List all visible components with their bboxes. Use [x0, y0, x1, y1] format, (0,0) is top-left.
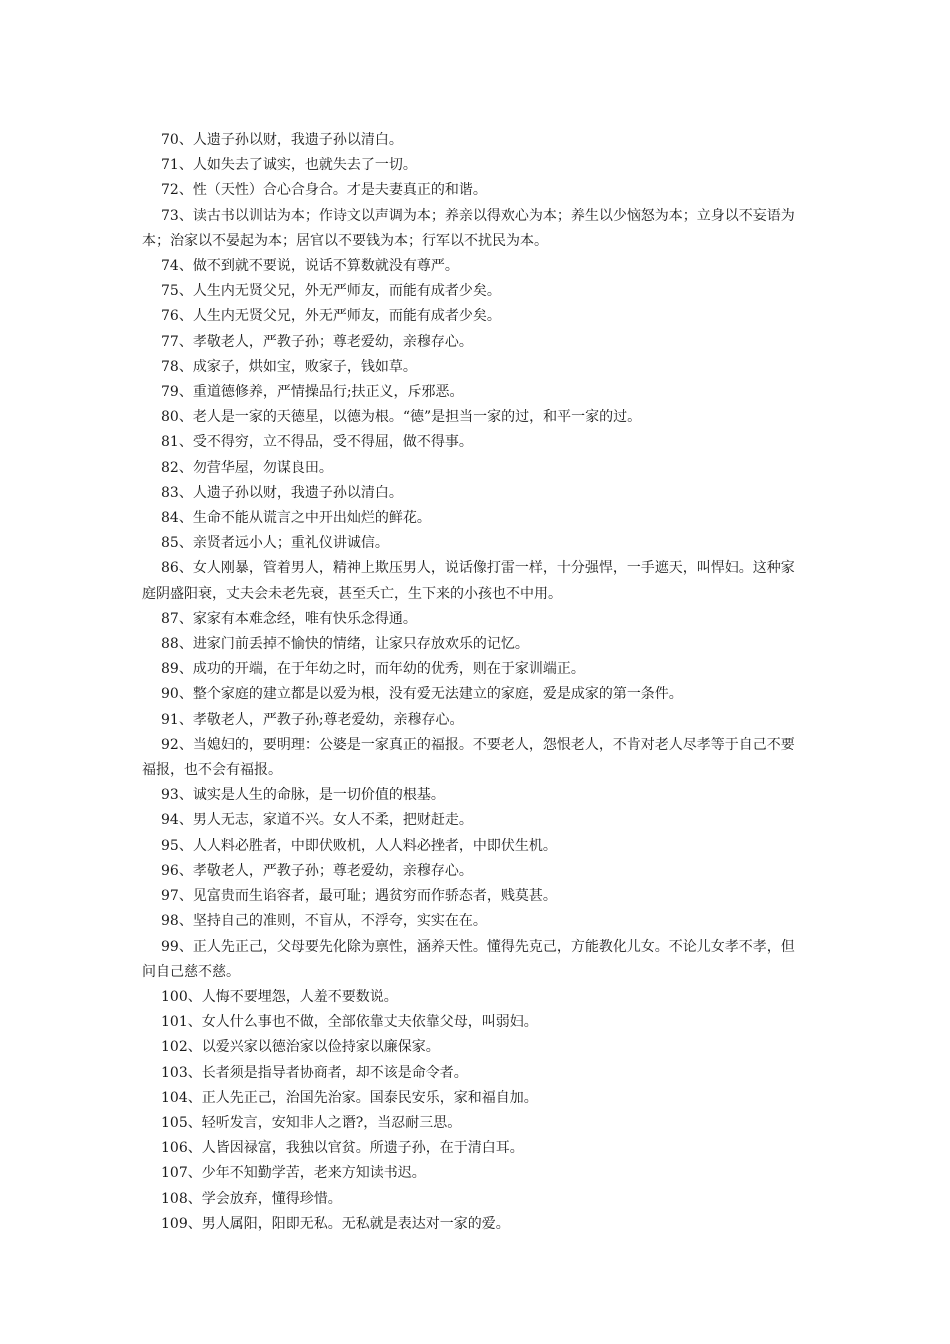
entry-71: 71、人如失去了诚实，也就失去了一切。 — [161, 157, 417, 174]
entry-79: 79、重道德修养，严情操品行;扶正义，斥邪恶。 — [161, 384, 464, 401]
entry-108: 108、学会放弃，懂得珍惜。 — [161, 1190, 342, 1207]
entry-100: 100、人悔不要埋怨，人羞不要数说。 — [161, 988, 398, 1005]
document-body — [142, 128, 802, 1237]
entry-101: 101、女人什么事也不做，全部依靠丈夫依靠父母，叫弱妇。 — [161, 1014, 538, 1031]
entry-106: 106、人皆因禄富，我独以官贫。所遗子孙，在于清白耳。 — [161, 1140, 524, 1157]
entry-84: 84、生命不能从谎言之中开出灿烂的鲜花。 — [161, 510, 431, 527]
entry-83: 83、人遗子孙以财，我遗子孙以清白。 — [161, 484, 403, 501]
entry-75: 75、人生内无贤父兄，外无严师友，而能有成者少矣。 — [161, 283, 501, 300]
entry-95: 95、人人料必胜者，中即伏败机，人人料必挫者，中即伏生机。 — [161, 837, 557, 854]
entry-107: 107、少年不知勤学苦，老来方知读书迟。 — [161, 1165, 426, 1182]
entry-82: 82、勿营华屋，勿谋良田。 — [161, 459, 333, 476]
entry-80: 80、老人是一家的天德星，以德为根。“德”是担当一家的过，和平一家的过。 — [161, 409, 642, 426]
entry-102: 102、以爱兴家以德治家以俭持家以廉保家。 — [161, 1039, 440, 1056]
entry-103: 103、长者须是指导者协商者，却不该是命令者。 — [161, 1064, 468, 1081]
entry-88: 88、进家门前丢掉不愉快的情绪，让家只存放欢乐的记忆。 — [161, 636, 529, 653]
entry-104: 104、正人先正己，治国先治家。国泰民安乐，家和福自加。 — [161, 1089, 538, 1106]
entry-86: 86、女人刚暴，管着男人，精神上欺压男人，说话像打雷一样，十分强悍，一手遮天，叫悍妇。这种家庭阴盛阳衰，丈夫会未老先衰，甚至夭亡，生下来的小孩也不中用。 — [142, 560, 795, 602]
entry-73: 73、读古书以训诂为本；作诗文以声调为本；养亲以得欢心为本；养生以少恼怒为本；立身以不妄语为本；治家以不晏起为本；居官以不要钱为本；行军以不扰民为本。 — [142, 207, 795, 249]
entry-76: 76、人生内无贤父兄，外无严师友，而能有成者少矣。 — [161, 308, 501, 325]
entry-87: 87、家家有本难念经，唯有快乐念得通。 — [161, 610, 417, 627]
entry-78: 78、成家子，烘如宝，败家子，钱如草。 — [161, 358, 417, 375]
entry-93: 93、诚实是人生的命脉，是一切价值的根基。 — [161, 787, 445, 804]
entry-94: 94、男人无志，家道不兴。女人不柔，把财赶走。 — [161, 812, 473, 829]
entry-92: 92、当媳妇的，要明理：公婆是一家真正的福报。不要老人，怨恨老人，不肯对老人尽孝等于自己不要福报，也不会有福报。 — [142, 736, 795, 779]
entry-77: 77、孝敬老人，严教子孙；尊老爱幼，亲穆存心。 — [161, 333, 473, 350]
entry-99: 99、正人先正己，父母要先化除为禀性，涵养天性。懂得先克己，方能教化儿女。不论儿女孝不孝，但问自己慈不慈。 — [142, 938, 795, 980]
entry-98: 98、坚持自己的准则，不盲从，不浮夸，实实在在。 — [161, 913, 487, 930]
entry-81: 81、受不得穷，立不得品，受不得屈，做不得事。 — [161, 434, 473, 451]
entry-89: 89、成功的开端，在于年幼之时，而年幼的优秀，则在于家训端正。 — [161, 661, 585, 678]
entry-85: 85、亲贤者远小人；重礼仪讲诚信。 — [161, 535, 389, 552]
entry-70: 70、人遗子孙以财，我遗子孙以清白。 — [161, 132, 403, 148]
entry-96: 96、孝敬老人，严教子孙；尊老爱幼，亲穆存心。 — [161, 862, 473, 879]
entry-74: 74、做不到就不要说，说话不算数就没有尊严。 — [161, 258, 459, 275]
entry-90: 90、整个家庭的建立都是以爱为根，没有爱无法建立的家庭，爱是成家的第一条件。 — [161, 686, 683, 703]
entry-97: 97、见富贵而生谄容者，最可耻；遇贫穷而作骄态者，贱莫甚。 — [161, 888, 557, 905]
entry-91: 91、孝敬老人，严教子孙;尊老爱幼，亲穆存心。 — [161, 711, 464, 728]
entry-72: 72、性（天性）合心合身合。才是夫妻真正的和谐。 — [161, 182, 487, 199]
entry-109: 109、男人属阳，阳即无私。无私就是表达对一家的爱。 — [161, 1215, 510, 1232]
entry-105: 105、轻听发言，安知非人之谮?，当忍耐三思。 — [161, 1114, 462, 1131]
